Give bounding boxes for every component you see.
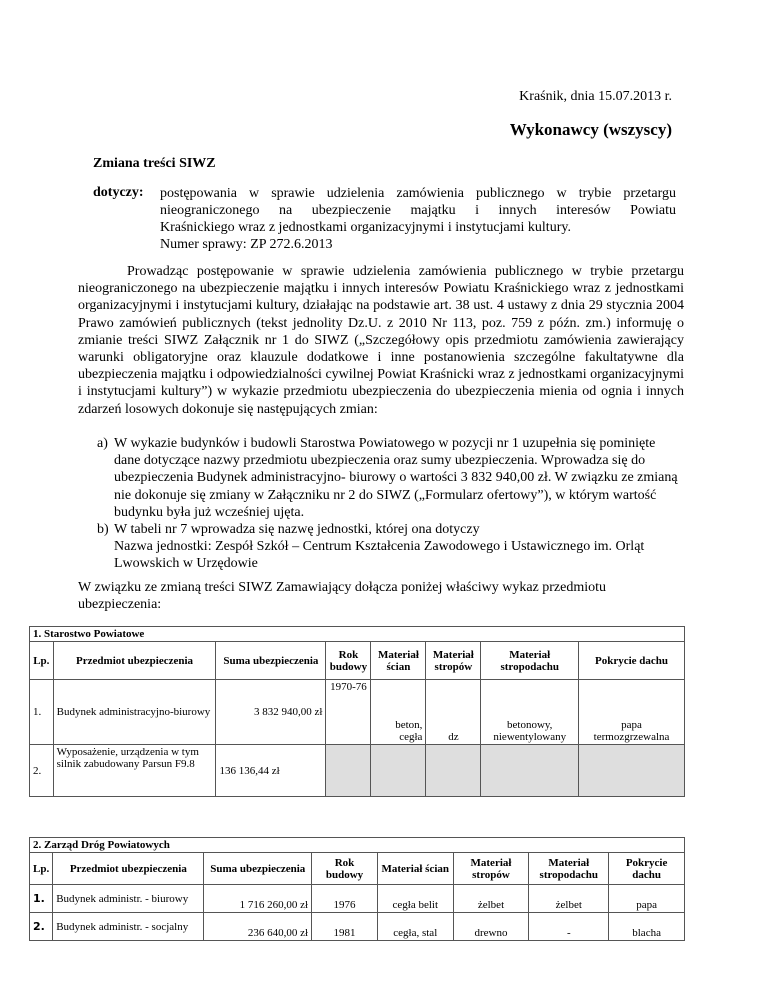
cell-year: 1976 bbox=[312, 885, 378, 913]
cell-empty bbox=[426, 745, 481, 797]
cell-ceilings: drewno bbox=[453, 913, 529, 941]
col-header: Lp. bbox=[30, 642, 54, 680]
col-header: Rok budowy bbox=[312, 853, 378, 885]
col-header: Przedmiot ubezpieczenia bbox=[53, 853, 204, 885]
cell-ceilings: dz bbox=[426, 680, 481, 745]
cell-sum: 1 716 260,00 zł bbox=[204, 885, 312, 913]
cell-empty bbox=[579, 745, 685, 797]
cell-empty bbox=[481, 745, 579, 797]
col-header: Materiał ścian bbox=[371, 642, 426, 680]
col-header: Pokrycie dachu bbox=[609, 853, 685, 885]
cell-empty bbox=[371, 745, 426, 797]
body-paragraph bbox=[78, 263, 684, 418]
col-header: Suma ubezpieczenia bbox=[216, 642, 326, 680]
list-item-text: W wykazie budynków i budowli Starostwa Powiatowego w pozycji nr 1 uzupełnia się pominięte dane dotyczące nazwy przedmiotu ubezpieczenia oraz sumy ubezpieczenia. Wprowadza się do ubezpieczenia Budynek administracyjno- biurowy o wartości 3 832 940,00 zł. W związku ze zmianą nie dokonuje się zmiany w Załączniku nr 2 do SIWZ („Formularz ofertowy”), w którym wartość budynku była już wcześniej ujęta. bbox=[114, 436, 678, 520]
cell-walls: beton, cegła bbox=[371, 680, 426, 745]
cell-item: Budynek administr. - socjalny bbox=[53, 913, 204, 941]
list-item-detail: Nazwa jednostki: Zespół Szkół – Centrum Kształcenia Zawodowego i Ustawicznego im. Orląt Lwowskich w Urzędowie bbox=[114, 539, 645, 572]
cell-sum: 236 640,00 zł bbox=[204, 913, 312, 941]
concerns-line: postępowania w sprawie udzielenia zamówienia publicznego w trybie przetargu bbox=[160, 186, 676, 201]
concerns-label: dotyczy: bbox=[93, 185, 144, 200]
col-header: Pokrycie dachu bbox=[579, 642, 685, 680]
cell-lp: 2. bbox=[30, 745, 54, 797]
cell-year: 1981 bbox=[312, 913, 378, 941]
col-header: Materiał stropodachu bbox=[529, 853, 609, 885]
body-paragraph-text: Prowadząc postępowanie w sprawie udzielenia zamówienia publicznego w trybie przetargu nieograniczonego na ubezpieczenie majątku i innych interesów Powiatu Kraśnickiego wraz z jednostkami organizacyjnymi i instytucjami kultury, działając na podstawie art. 38 ust. 4 ustawy z dnia 29 stycznia 2004 Prawo zamówień publicznych (tekst jednolity Dz.U. z 2010 Nr 113, poz. 759 z późn. zm.) informuję o zmianie treści SIWZ Załącznik nr 1 do SIWZ („Szczegółowy opis przedmiotu zamówienia zawierający warunki obligatoryjne oraz klauzule dodatkowe i inne postanowienia szczególne fakultatywne dla ubezpieczenia majątku i odpowiedzialności cywilnej Powiat Kraśnicki wraz z jednostkami organizacyjnymi i instytucjami kultury”) w wykazie przedmiotu ubezpieczenia do ubezpieczenia mienia od ognia i innych zdarzeń losowych dokonuje się następujących zmian: bbox=[78, 264, 684, 417]
cell-roofing: papa bbox=[609, 885, 685, 913]
concerns-line: Kraśnickiego wraz z jednostkami organizacyjnymi i instytucjami kultury. bbox=[160, 220, 571, 235]
table-row bbox=[30, 680, 685, 745]
col-header: Lp. bbox=[30, 853, 53, 885]
cell-roof-slab: betonowy, niewentylowany bbox=[481, 680, 579, 745]
cell-roofing: blacha bbox=[609, 913, 685, 941]
cell-item: Budynek administracyjno-biurowy bbox=[53, 680, 216, 745]
list-item-a bbox=[97, 435, 684, 521]
document-date: Kraśnik, dnia 15.07.2013 r. bbox=[519, 89, 672, 104]
cell-sum: 3 832 940,00 zł bbox=[216, 680, 326, 745]
cell-roofing: papa termozgrzewalna bbox=[579, 680, 685, 745]
col-header: Rok budowy bbox=[326, 642, 371, 680]
cell-walls: cegła belit bbox=[377, 885, 453, 913]
list-item-b bbox=[97, 521, 684, 573]
col-header: Materiał stropów bbox=[453, 853, 529, 885]
recipient-heading: Wykonawcy (wszyscy) bbox=[509, 120, 672, 139]
col-header: Materiał stropodachu bbox=[481, 642, 579, 680]
case-number: Numer sprawy: ZP 272.6.2013 bbox=[160, 237, 333, 252]
table-caption: 1. Starostwo Powiatowe bbox=[30, 627, 685, 642]
cell-item: Budynek administr. - biurowy bbox=[53, 885, 204, 913]
table-caption: 2. Zarząd Dróg Powiatowych bbox=[30, 838, 685, 853]
list-item-text: W tabeli nr 7 wprowadza się nazwę jednostki, której ona dotyczy bbox=[114, 522, 480, 537]
insurance-table-starostwo bbox=[29, 626, 685, 797]
table-row bbox=[30, 885, 685, 913]
list-marker: b) bbox=[97, 522, 109, 537]
concerns-line: nieograniczonego na ubezpieczenie majątku i innych interesów Powiatu bbox=[160, 203, 676, 218]
cell-lp: 1. bbox=[30, 885, 53, 913]
table-row bbox=[30, 745, 685, 797]
insurance-table-zdp bbox=[29, 837, 685, 941]
cell-lp: 1. bbox=[30, 680, 54, 745]
col-header: Suma ubezpieczenia bbox=[204, 853, 312, 885]
cell-empty bbox=[326, 745, 371, 797]
cell-walls: cegła, stal bbox=[377, 913, 453, 941]
cell-year: 1970-76 bbox=[326, 680, 371, 745]
cell-roof-slab: żelbet bbox=[529, 885, 609, 913]
col-header: Przedmiot ubezpieczenia bbox=[53, 642, 216, 680]
list-marker: a) bbox=[97, 436, 108, 451]
cell-sum: 136 136,44 zł bbox=[216, 745, 326, 797]
concerns-text bbox=[160, 185, 676, 253]
cell-lp: 2. bbox=[30, 913, 53, 941]
table-row bbox=[30, 913, 685, 941]
col-header: Materiał stropów bbox=[426, 642, 481, 680]
subject-heading: Zmiana treści SIWZ bbox=[93, 156, 216, 171]
cell-ceilings: żelbet bbox=[453, 885, 529, 913]
cell-roof-slab: - bbox=[529, 913, 609, 941]
closing-paragraph: W związku ze zmianą treści SIWZ Zamawiający dołącza poniżej właściwy wykaz przedmiotu ubezpieczenia: bbox=[78, 580, 607, 612]
cell-item: Wyposażenie, urządzenia w tym silnik zabudowany Parsun F9.8 bbox=[53, 745, 216, 797]
col-header: Materiał ścian bbox=[377, 853, 453, 885]
